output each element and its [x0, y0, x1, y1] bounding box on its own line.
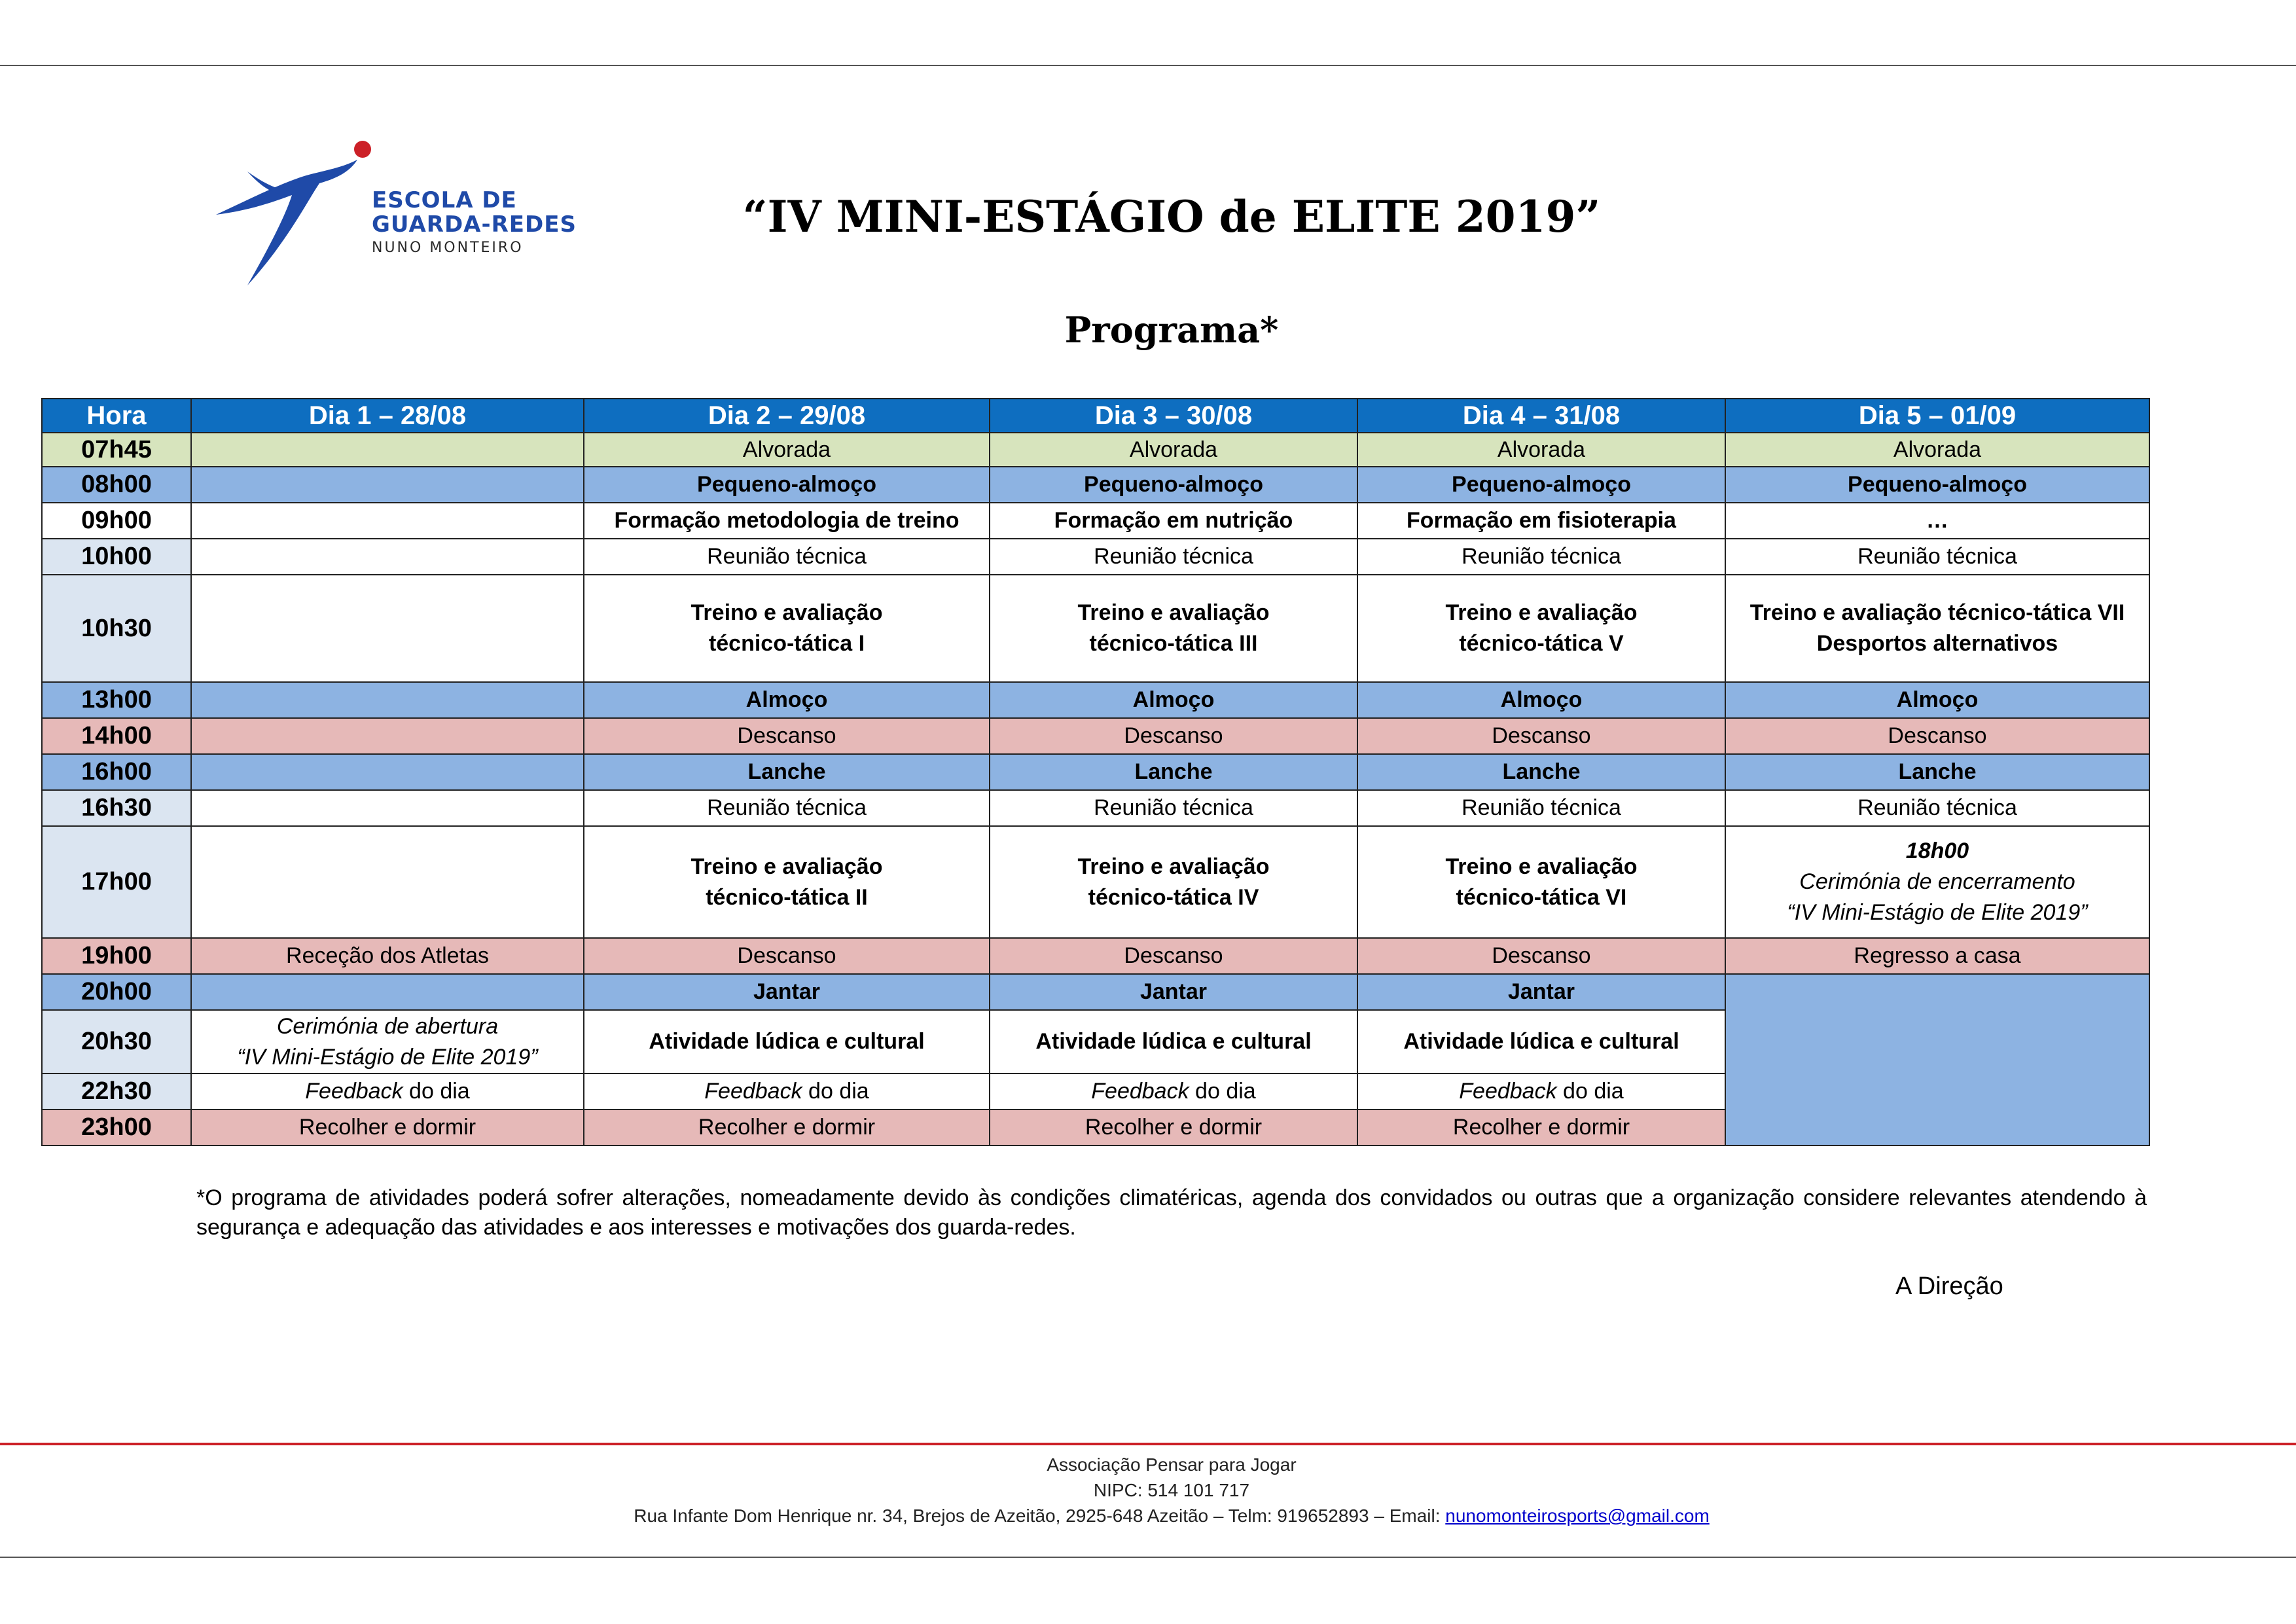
- feedback-word: Feedback: [305, 1079, 403, 1104]
- schedule-cell: Lanche: [990, 754, 1357, 790]
- schedule-cell: Reunião técnica: [990, 539, 1357, 575]
- schedule-cell: Atividade lúdica e cultural: [584, 1010, 990, 1074]
- closing-time: 18h00: [1905, 839, 1969, 863]
- training-cell: [1357, 575, 1725, 682]
- hour-cell: 10h30: [42, 575, 191, 682]
- closing-ceremony-cell: [1725, 826, 2149, 938]
- feedback-rest: do dia: [802, 1079, 869, 1104]
- schedule-cell: Descanso: [584, 718, 990, 754]
- header-dia-5: Dia 5 – 01/09: [1725, 399, 2149, 433]
- schedule-cell: Reunião técnica: [1725, 790, 2149, 826]
- schedule-cell: Reunião técnica: [1357, 539, 1725, 575]
- schedule-cell: Jantar: [1357, 974, 1725, 1010]
- schedule-cell: Alvorada: [990, 433, 1357, 467]
- hour-cell: 13h00: [42, 682, 191, 718]
- schedule-cell: Jantar: [990, 974, 1357, 1010]
- schedule-cell: Pequeno-almoço: [1357, 467, 1725, 503]
- footnote: *O programa de atividades poderá sofrer alterações, nomeadamente devido às condições climatéricas, agenda dos convidados ou outras que a organização considere relevantes atendendo à segurança e adequação das atividades e aos interesses e motivações dos guarda-redes.: [196, 1185, 2147, 1240]
- training-line: Treino e avaliação técnico-tática VII: [1749, 600, 2125, 625]
- schedule-cell: Formação em nutrição: [990, 503, 1357, 539]
- footer-address-text: Rua Infante Dom Henrique nr. 34, Brejos de Azeitão, 2925-648 Azeitão – Telm: 919652893 – Email:: [634, 1506, 1446, 1526]
- training-line: técnico-tática II: [706, 884, 868, 910]
- schedule-cell: Reunião técnica: [990, 790, 1357, 826]
- hour-cell: 20h30: [42, 1010, 191, 1074]
- hour-cell: 17h00: [42, 826, 191, 938]
- opening-line: Cerimónia de abertura: [276, 1013, 499, 1039]
- feedback-cell: [1357, 1074, 1725, 1110]
- training-line: Desportos alternativos: [1816, 631, 2058, 656]
- schedule-cell: Reunião técnica: [1357, 790, 1725, 826]
- schedule-cell: [191, 826, 584, 938]
- schedule-cell: Descanso: [1725, 718, 2149, 754]
- schedule-cell: Descanso: [990, 938, 1357, 974]
- header-dia-1: Dia 1 – 28/08: [191, 399, 584, 433]
- training-line: Treino e avaliação: [691, 854, 883, 879]
- schedule-cell: Regresso a casa: [1725, 938, 2149, 974]
- schedule-cell: Recolher e dormir: [584, 1110, 990, 1146]
- training-cell: [584, 826, 990, 938]
- feedback-rest: do dia: [403, 1079, 470, 1104]
- hour-cell: 16h30: [42, 790, 191, 826]
- schedule-cell: …: [1725, 503, 2149, 539]
- schedule-cell: Atividade lúdica e cultural: [1357, 1010, 1725, 1074]
- schedule-cell: [191, 682, 584, 718]
- footer-divider: [0, 1443, 2296, 1445]
- schedule-cell: Receção dos Atletas: [191, 938, 584, 974]
- training-line: técnico-tática III: [1089, 631, 1258, 656]
- table-row: [42, 682, 2149, 718]
- table-row: [42, 575, 2149, 682]
- feedback-cell: [584, 1074, 990, 1110]
- hour-cell: 19h00: [42, 938, 191, 974]
- hour-cell: 16h00: [42, 754, 191, 790]
- schedule-cell: Formação metodologia de treino: [584, 503, 990, 539]
- schedule-cell: Reunião técnica: [584, 790, 990, 826]
- document-title: “IV MINI-ESTÁGIO de ELITE 2019”: [742, 191, 1601, 242]
- schedule-cell: Almoço: [1725, 682, 2149, 718]
- schedule-cell: Pequeno-almoço: [990, 467, 1357, 503]
- schedule-cell: Alvorada: [584, 433, 990, 467]
- feedback-rest: do dia: [1189, 1079, 1256, 1104]
- schedule-cell: Reunião técnica: [1725, 539, 2149, 575]
- training-line: técnico-tática IV: [1088, 884, 1259, 910]
- school-logo: [208, 137, 588, 295]
- footer-association: Associação Pensar para Jogar: [1047, 1454, 1297, 1475]
- hour-cell: 22h30: [42, 1074, 191, 1110]
- training-line: Treino e avaliação: [1445, 854, 1638, 879]
- table-row: [42, 433, 2149, 467]
- logo-text-line2: GUARDA-REDES: [372, 211, 577, 238]
- training-line: Treino e avaliação: [1445, 600, 1638, 625]
- schedule-cell: Descanso: [1357, 938, 1725, 974]
- feedback-word: Feedback: [704, 1079, 802, 1104]
- header-dia-2: Dia 2 – 29/08: [584, 399, 990, 433]
- signature: A Direção: [1895, 1272, 2003, 1300]
- table-row: [42, 539, 2149, 575]
- header-hora: Hora: [42, 399, 191, 433]
- schedule-cell: Descanso: [1357, 718, 1725, 754]
- empty-merged-cell: [1725, 974, 2149, 1146]
- document-subtitle: Programa*: [1064, 309, 1279, 351]
- hour-cell: 10h00: [42, 539, 191, 575]
- hour-cell: 08h00: [42, 467, 191, 503]
- schedule-cell: Alvorada: [1725, 433, 2149, 467]
- hour-cell: 20h00: [42, 974, 191, 1010]
- footer: [458, 1452, 1885, 1528]
- training-line: Treino e avaliação: [1077, 854, 1270, 879]
- feedback-cell: [191, 1074, 584, 1110]
- closing-line: “IV Mini-Estágio de Elite 2019”: [1787, 900, 2088, 925]
- schedule-cell: Pequeno-almoço: [584, 467, 990, 503]
- schedule-cell: Atividade lúdica e cultural: [990, 1010, 1357, 1074]
- schedule-cell: Lanche: [1357, 754, 1725, 790]
- table-row: [42, 754, 2149, 790]
- bottom-divider: [0, 1557, 2296, 1558]
- schedule-table: [41, 398, 2150, 1146]
- opening-line: “IV Mini-Estágio de Elite 2019”: [237, 1044, 538, 1070]
- goalkeeper-figure-icon: [208, 137, 372, 295]
- training-cell: [584, 575, 990, 682]
- schedule-cell: Descanso: [584, 938, 990, 974]
- hour-cell: 09h00: [42, 503, 191, 539]
- schedule-cell: [191, 433, 584, 467]
- training-cell: [1725, 575, 2149, 682]
- training-line: técnico-tática I: [708, 631, 865, 656]
- schedule-cell: Recolher e dormir: [191, 1110, 584, 1146]
- footer-nipc: NIPC: 514 101 717: [1093, 1480, 1250, 1500]
- hour-cell: 14h00: [42, 718, 191, 754]
- training-cell: [990, 826, 1357, 938]
- schedule-cell: Recolher e dormir: [1357, 1110, 1725, 1146]
- schedule-cell: [191, 467, 584, 503]
- table-row: [42, 938, 2149, 974]
- table-row: [42, 790, 2149, 826]
- schedule-cell: Almoço: [990, 682, 1357, 718]
- schedule-cell: Reunião técnica: [584, 539, 990, 575]
- feedback-rest: do dia: [1556, 1079, 1624, 1104]
- training-line: técnico-tática V: [1459, 631, 1624, 656]
- training-cell: [1357, 826, 1725, 938]
- schedule-cell: Lanche: [1725, 754, 2149, 790]
- schedule-cell: Almoço: [584, 682, 990, 718]
- hour-cell: 07h45: [42, 433, 191, 467]
- training-cell: [990, 575, 1357, 682]
- logo-text-line3: NUNO MONTEIRO: [372, 240, 524, 256]
- header-dia-4: Dia 4 – 31/08: [1357, 399, 1725, 433]
- table-row: [42, 826, 2149, 938]
- schedule-cell: Alvorada: [1357, 433, 1725, 467]
- schedule-cell: [191, 539, 584, 575]
- schedule-cell: [191, 974, 584, 1010]
- header-dia-3: Dia 3 – 30/08: [990, 399, 1357, 433]
- schedule-cell: Descanso: [990, 718, 1357, 754]
- footer-address: [458, 1503, 1885, 1528]
- schedule-cell: [191, 790, 584, 826]
- table-header-row: [42, 399, 2149, 433]
- schedule-cell: Pequeno-almoço: [1725, 467, 2149, 503]
- table-row: [42, 974, 2149, 1010]
- schedule-cell: Recolher e dormir: [990, 1110, 1357, 1146]
- email-link[interactable]: nunomonteirosports@gmail.com: [1445, 1506, 1710, 1526]
- logo-text-line1: ESCOLA DE: [372, 187, 517, 213]
- schedule-cell: Formação em fisioterapia: [1357, 503, 1725, 539]
- schedule-cell: [191, 754, 584, 790]
- training-line: Treino e avaliação: [1077, 600, 1270, 625]
- table-row: [42, 467, 2149, 503]
- opening-ceremony-cell: [191, 1010, 584, 1074]
- schedule-cell: [191, 503, 584, 539]
- schedule-cell: Almoço: [1357, 682, 1725, 718]
- schedule-cell: [191, 575, 584, 682]
- training-line: técnico-tática VI: [1456, 884, 1627, 910]
- schedule-cell: Jantar: [584, 974, 990, 1010]
- feedback-cell: [990, 1074, 1357, 1110]
- hour-cell: 23h00: [42, 1110, 191, 1146]
- closing-line: Cerimónia de encerramento: [1799, 869, 2075, 894]
- table-row: [42, 718, 2149, 754]
- feedback-word: Feedback: [1091, 1079, 1189, 1104]
- schedule-cell: [191, 718, 584, 754]
- top-divider: [0, 65, 2296, 66]
- table-row: [42, 503, 2149, 539]
- schedule-cell: Lanche: [584, 754, 990, 790]
- training-line: Treino e avaliação: [691, 600, 883, 625]
- feedback-word: Feedback: [1459, 1079, 1557, 1104]
